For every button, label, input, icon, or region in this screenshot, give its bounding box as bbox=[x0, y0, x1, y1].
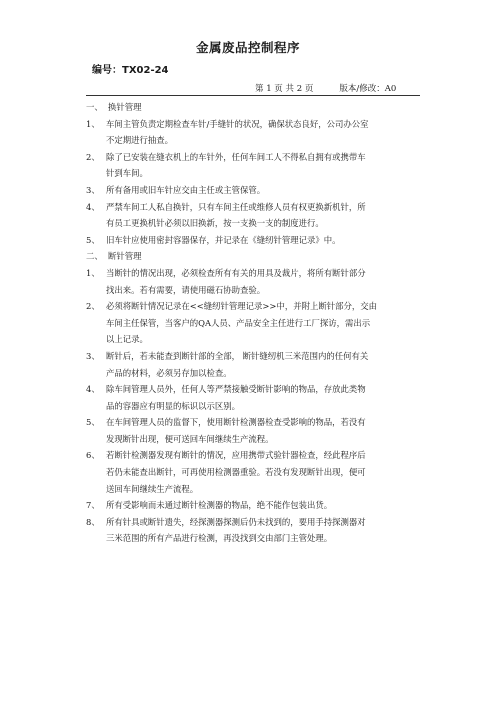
item-text bbox=[106, 414, 426, 447]
item-text bbox=[106, 514, 426, 547]
item-number: 7、 bbox=[86, 500, 100, 511]
item-number: 5、 bbox=[86, 234, 100, 245]
list-item bbox=[86, 497, 426, 514]
item-number: 3、 bbox=[86, 350, 100, 361]
item-line: 除车间管理人员外，任何人等严禁接触受断针影响的物品，存放此类物 bbox=[106, 384, 366, 395]
document-title: 金属废品控制程序 bbox=[195, 40, 300, 55]
item-line: 送回车间继续生产流程。 bbox=[106, 483, 199, 494]
page-info bbox=[255, 82, 396, 94]
list-item bbox=[86, 199, 426, 232]
item-number: 1、 bbox=[86, 267, 100, 278]
item-text bbox=[106, 149, 426, 182]
item-number: 1、 bbox=[86, 118, 100, 129]
item-number: 4、 bbox=[86, 201, 100, 212]
item-line: 若断针检测器发现有断针的情况，应用携带式验针器检查，经此程序后 bbox=[106, 450, 366, 461]
section-2 bbox=[86, 248, 426, 547]
item-number: 6、 bbox=[86, 450, 100, 461]
section-heading-text: 换针管理 bbox=[108, 102, 142, 112]
section-heading-text: 断针管理 bbox=[108, 251, 142, 262]
item-number: 8、 bbox=[86, 516, 100, 527]
list-item bbox=[86, 348, 426, 381]
item-number: 3、 bbox=[86, 184, 100, 195]
item-line: 以上记录。 bbox=[106, 334, 148, 345]
list-item bbox=[86, 116, 426, 149]
item-line: 品的容器应有明显的标识以示区别。 bbox=[106, 400, 240, 411]
section-number: 二、 bbox=[86, 251, 103, 262]
list-item bbox=[86, 149, 426, 182]
item-line: 针到车间。 bbox=[106, 168, 148, 179]
item-line: 在车间管理人员的监督下，使用断针检测器检查受影响的物品，若没有 bbox=[106, 417, 366, 428]
item-line: 车间主任保管，当客户的QA人员、产品安全主任进行工厂探访，需出示 bbox=[106, 317, 371, 328]
item-line: 有员工更换机针必须以旧换新，按一支换一支的制度进行。 bbox=[106, 218, 324, 229]
item-text bbox=[106, 116, 426, 149]
item-line: 所有备用或旧车针应交由主任或主管保管。 bbox=[106, 184, 266, 195]
item-line: 车间主管负责定期检查车针/手缝针的状况，确保状态良好，公司办公室 bbox=[106, 118, 369, 129]
section-number: 一、 bbox=[86, 102, 103, 112]
list-item bbox=[86, 265, 426, 298]
item-text bbox=[106, 199, 426, 232]
item-number: 2、 bbox=[86, 301, 100, 312]
item-line: 三米范围的所有产品进行检测，再没找到交由部门主管处理。 bbox=[106, 533, 333, 544]
section-1 bbox=[86, 99, 426, 248]
item-number: 2、 bbox=[86, 151, 100, 162]
item-line: 发现断针出现，便可送回车间继续生产流程。 bbox=[106, 433, 274, 444]
item-line: 若仍未能查出断针，可再使用检测器重验。若没有发现断针出现，便可 bbox=[106, 467, 366, 478]
section-heading bbox=[86, 99, 426, 116]
item-text bbox=[106, 348, 426, 381]
item-text bbox=[106, 182, 426, 199]
document-number: 编号：TX02-24 bbox=[92, 65, 169, 76]
item-text bbox=[106, 265, 426, 298]
list-item bbox=[86, 298, 426, 348]
item-line: 所有受影响而未通过断针检测器的物品，绝不能作包装出货。 bbox=[106, 500, 333, 511]
document-body bbox=[86, 99, 426, 547]
list-item bbox=[86, 381, 426, 414]
page-count: 第 1 页 共 2 页 bbox=[255, 84, 314, 94]
item-number: 5、 bbox=[86, 417, 100, 428]
item-line: 必须将断针情况记录在<<缝纫针管理记录>>中，并附上断针部分，交由 bbox=[106, 301, 377, 312]
item-line: 找出来。若有需要，请使用磁石协助查验。 bbox=[106, 284, 266, 295]
item-line: 当断针的情况出现，必须检查所有有关的用具及裁片，将所有断针部分 bbox=[106, 267, 366, 278]
section-heading bbox=[86, 248, 426, 265]
header-divider bbox=[86, 95, 420, 96]
list-item bbox=[86, 232, 426, 249]
item-line: 不定期进行抽查。 bbox=[106, 135, 173, 146]
item-line: 断针后，若未能查到断针部的全部， 断针缝纫机三米范围内的任何有关 bbox=[106, 350, 369, 361]
item-text bbox=[106, 298, 426, 348]
item-line: 产品的材料，必须另存加以检查。 bbox=[106, 367, 232, 378]
item-text bbox=[106, 381, 426, 414]
list-item bbox=[86, 182, 426, 199]
item-number: 4、 bbox=[86, 384, 100, 395]
item-text bbox=[106, 447, 426, 497]
item-text bbox=[106, 232, 426, 249]
list-item bbox=[86, 447, 426, 497]
version-info: 版本/修改：A0 bbox=[339, 84, 397, 94]
item-line: 旧车针应使用密封容器保存，并记录在《缝纫针管理记录》中。 bbox=[106, 234, 341, 245]
list-item bbox=[86, 514, 426, 547]
item-line: 所有针具或断针遗失，经探测器探测后仍未找到的，要用手持探测器对 bbox=[106, 516, 366, 527]
item-line: 严禁车间工人私自换针，只有车间主任或维修人员有权更换新机针，所 bbox=[106, 201, 366, 212]
list-item bbox=[86, 414, 426, 447]
item-text bbox=[106, 497, 426, 514]
item-line: 除了已安装在缝衣机上的车针外，任何车间工人不得私自拥有或携带车 bbox=[106, 151, 366, 162]
